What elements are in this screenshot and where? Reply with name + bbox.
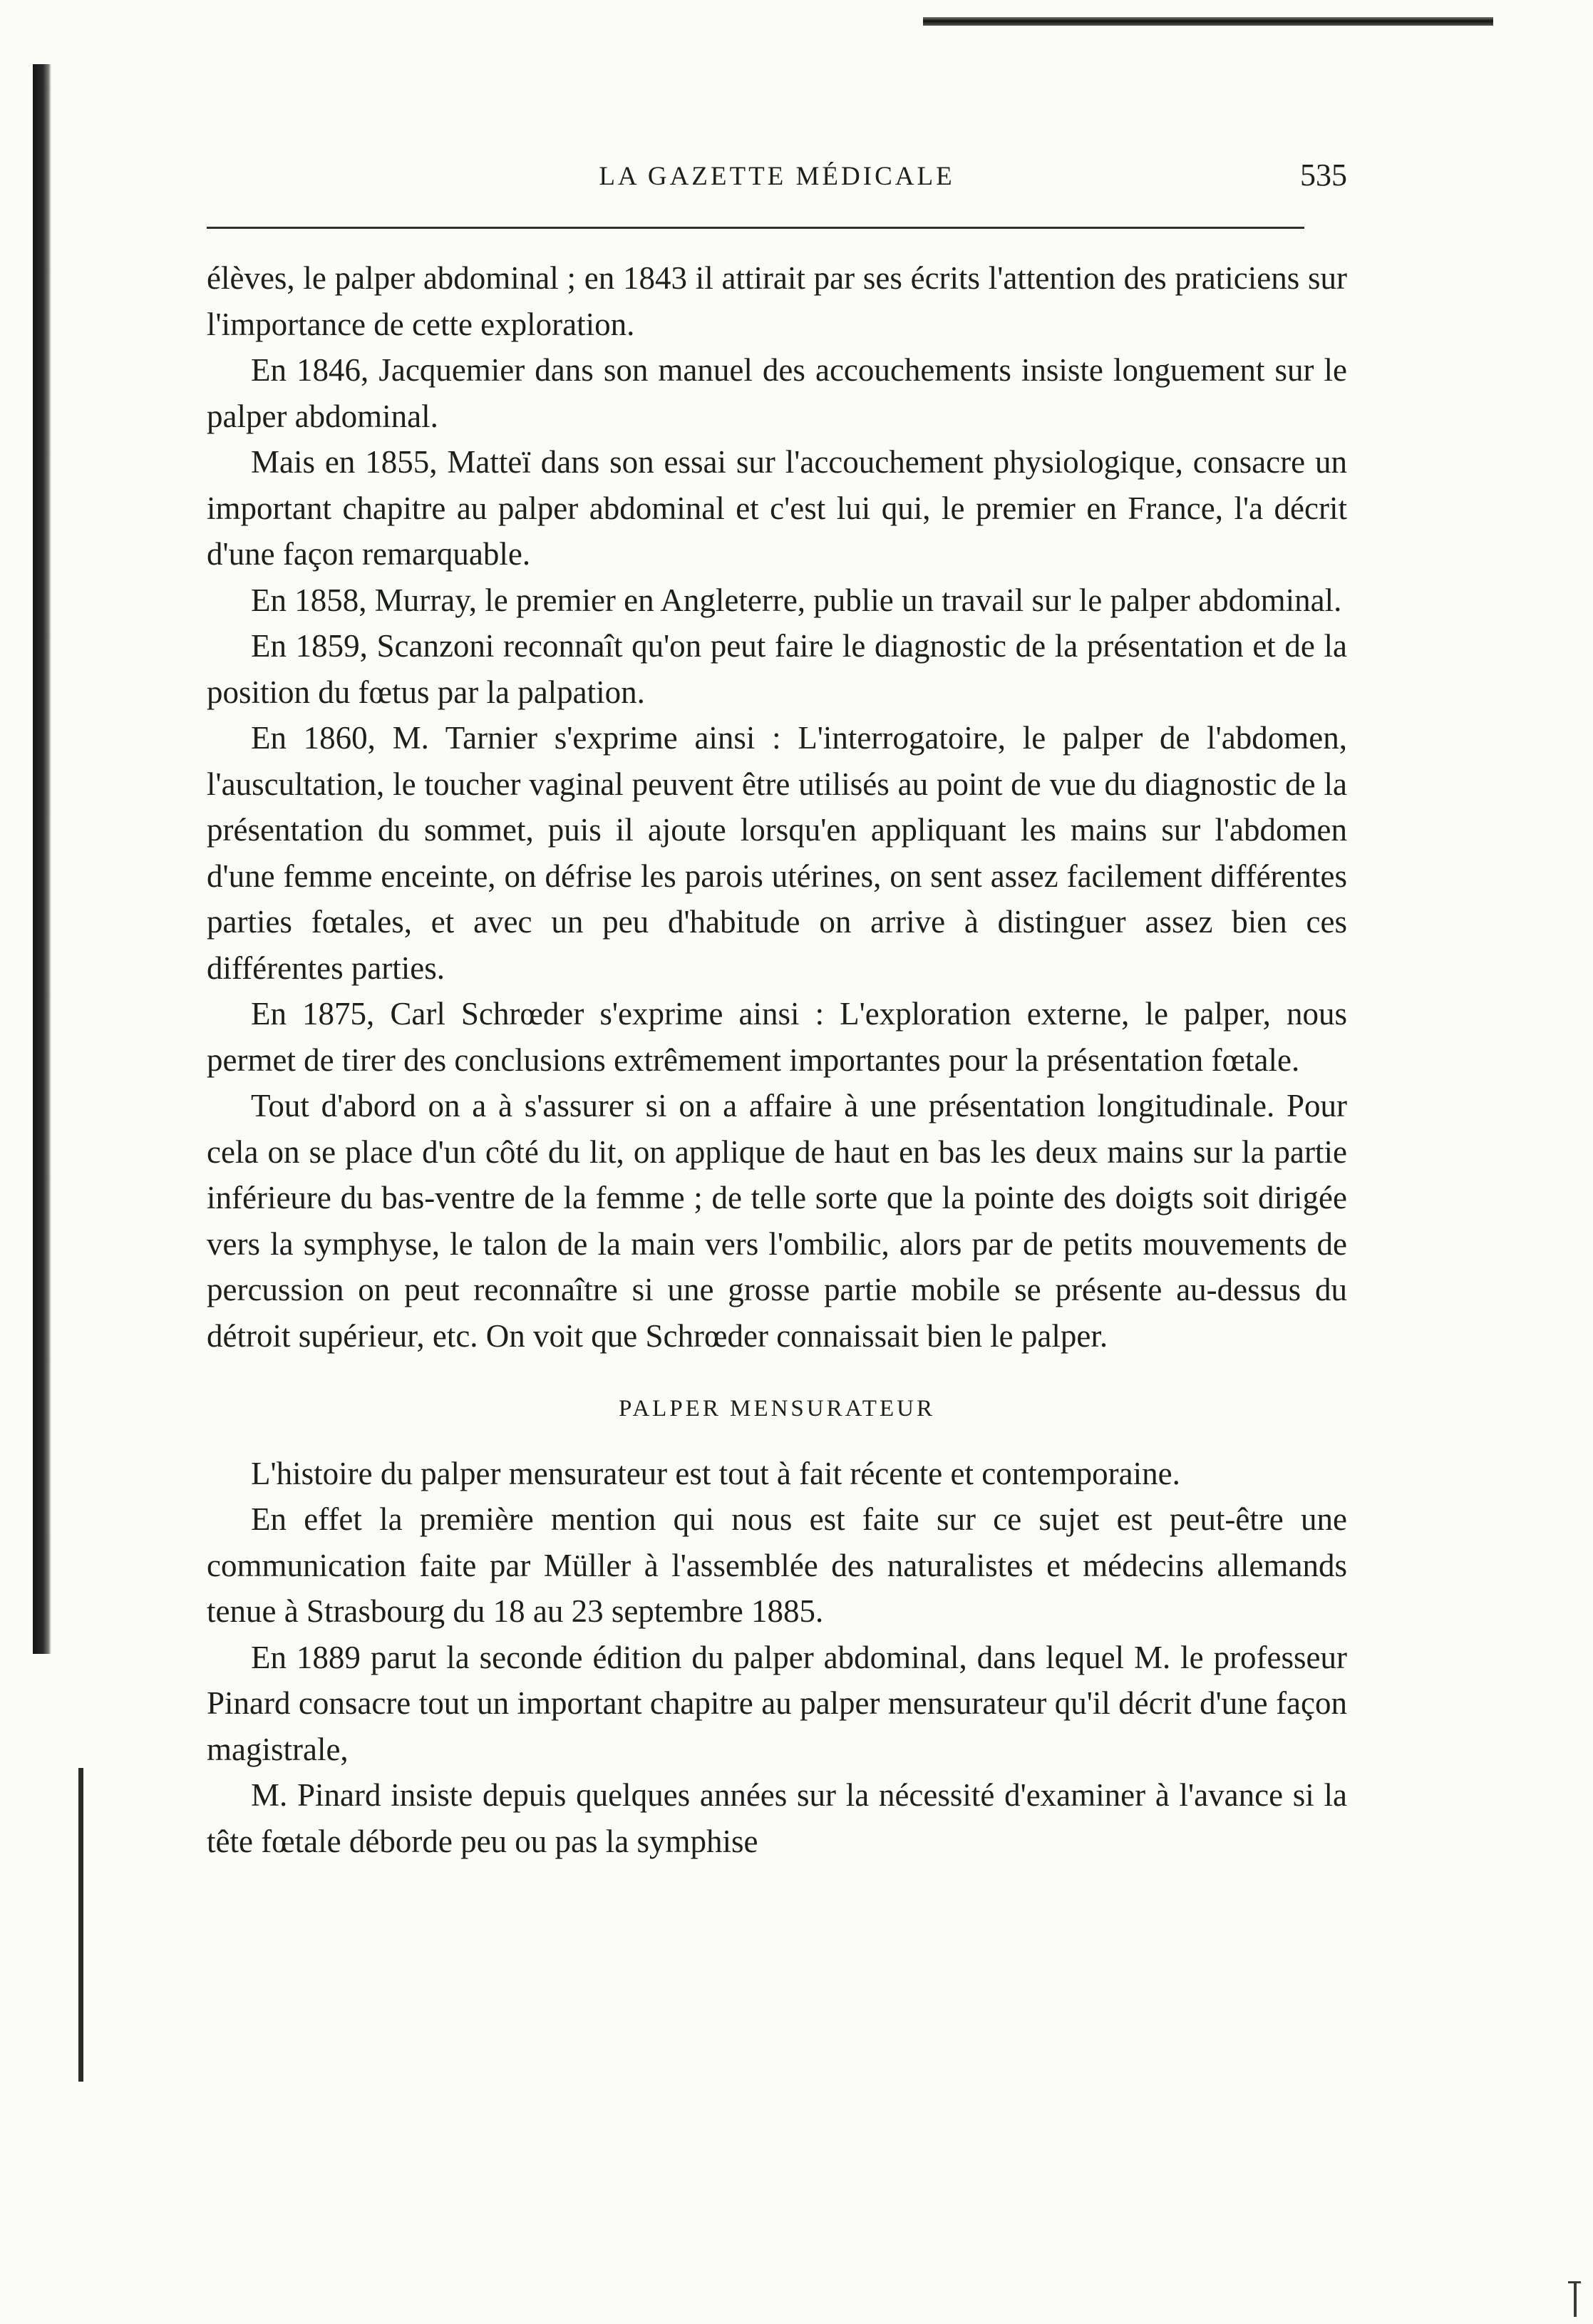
page-body [207, 255, 1347, 1864]
paragraph: Tout d'abord on a à s'assurer si on a affaire à une présentation longitudinale. Pour cela on se place d'un côté du lit, on applique de haut en bas les deux mains sur la partie inférieure du bas-ventre de la femme ; de telle sorte que la pointe des doigts soit dirigée vers la symphyse, le talon de la main vers l'ombilic, alors par de petits mouvements de percussion on peut reconnaître si une grosse partie mobile se présente au-dessus du détroit supérieur, etc. On voit que Schrœder connaissait bien le palper. [207, 1088, 1347, 1354]
page-number: 535 [1300, 158, 1347, 192]
paragraph: Mais en 1855, Matteï dans son essai sur l'accouchement physiologique, consacre un important chapitre au palper abdominal et c'est lui qui, le premier en France, l'a décrit d'une façon remarquable. [207, 444, 1347, 572]
binding-shadow-lower [78, 1768, 83, 2082]
section-title: PALPER MENSURATEUR [619, 1396, 935, 1421]
paragraph: En 1859, Scanzoni reconnaît qu'on peut faire le diagnostic de la présentation et de la position du fœtus par la palpation. [207, 628, 1347, 710]
paragraph: En 1889 parut la seconde édition du palper abdominal, dans lequel M. le professeur Pinard consacre tout un important chapitre au palper mensurateur qu'il décrit d'une façon magistrale, [207, 1639, 1347, 1767]
page-header [207, 157, 1347, 202]
paragraph: En 1858, Murray, le premier en Angleterre, publie un travail sur le palper abdominal. [251, 582, 1342, 618]
paragraph: En effet la première mention qui nous est faite sur ce sujet est peut-être une communication faite par Müller à l'assemblée des naturalistes et médecins allemands tenue à Strasbourg du 18 au 23 septembre 1885. [207, 1501, 1347, 1629]
paragraph: En 1860, M. Tarnier s'exprime ainsi : L'interrogatoire, le palper de l'abdomen, l'auscultation, le toucher vaginal peuvent être utilisés au point de vue du diagnostic de la présentation du sommet, puis il ajoute lorsqu'en appliquant les mains sur l'abdomen d'une femme enceinte, on défrise les parois utérines, on sent assez facilement différentes parties fœtales, et avec un peu d'habitude on arrive à distinguer assez bien ces différentes parties. [207, 720, 1347, 986]
top-edge-rule [923, 17, 1493, 26]
margin-mark [1568, 2281, 1581, 2283]
paragraph: En 1875, Carl Schrœder s'exprime ainsi : L'exploration externe, le palper, nous permet de tirer des conclusions extrêmement importantes pour la présentation fœtale. [207, 996, 1347, 1078]
paragraph: En 1846, Jacquemier dans son manuel des accouchements insiste longuement sur le palper abdominal. [207, 352, 1347, 434]
binding-shadow [33, 64, 51, 1654]
margin-mark [1574, 2281, 1577, 2317]
paragraph: élèves, le palper abdominal ; en 1843 il attirait par ses écrits l'attention des praticiens sur l'importance de cette exploration. [207, 260, 1347, 342]
header-rule [207, 227, 1304, 229]
running-head: LA GAZETTE MÉDICALE [599, 162, 955, 191]
paragraph: M. Pinard insiste depuis quelques années sur la nécessité d'examiner à l'avance si la tête fœtale déborde peu ou pas la symphise [207, 1777, 1347, 1859]
paragraph: L'histoire du palper mensurateur est tout à fait récente et contemporaine. [251, 1455, 1180, 1491]
